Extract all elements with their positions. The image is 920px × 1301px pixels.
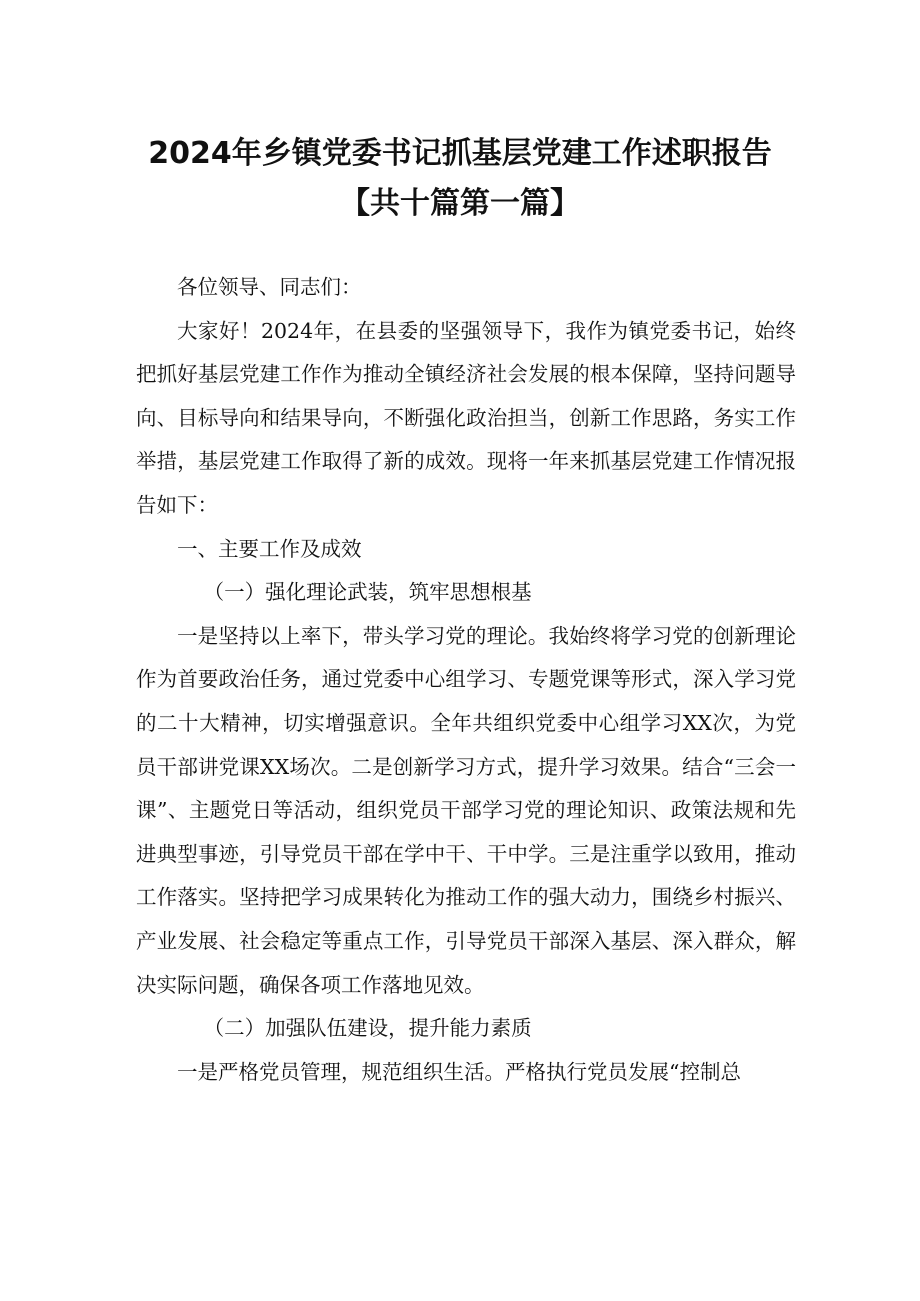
paragraph-theory: 一是坚持以上率下，带头学习党的理论。我始终将学习党的创新理论作为首要政治任务，通过党委中心组学习、专题党课等形式，深入学习党的二十大精神，切实增强意识。全年共组织党委中心组学习XX次，为党员干部讲党课XX场次。二是创新学习方式，提升学习效果。结合“三会一课”、主题党日等活动，组织党员干部学习党的理论知识、政策法规和先进典型事迹，引导党员干部在学中干、干中学。三是注重学以致用，推动工作落实。坚持把学习成果转化为推动工作的强大动力，围绕乡村振兴、产业发展、社会稳定等重点工作，引导党员干部深入基层、深入群众，解决实际问题，确保各项工作落地见效。 [136, 623, 796, 997]
subsection-heading-2: （二）加强队伍建设，提升能力素质 [203, 1016, 532, 1041]
paragraph-intro: 大家好！2024年，在县委的坚强领导下，我作为镇党委书记，始终把抓好基层党建工作作为推动全镇经济社会发展的根本保障，坚持问题导向、目标导向和结果导向，不断强化政治担当，创新工作思路，务实工作举措，基层党建工作取得了新的成效。现将一年来抓基层党建工作情况报告如下： [136, 318, 796, 517]
paragraph-team: 一是严格党员管理，规范组织生活。严格执行党员发展“控制总 [177, 1059, 741, 1084]
document-title: 2024年乡镇党委书记抓基层党建工作述职报告 [148, 136, 772, 171]
document-subtitle: 【共十篇第一篇】 [340, 186, 580, 221]
paragraph-salutation: 各位领导、同志们： [177, 275, 362, 299]
section-heading-1: 一、主要工作及成效 [177, 536, 362, 561]
subsection-heading-1: （一）强化理论武装，筑牢思想根基 [203, 580, 532, 605]
document-body [136, 266, 796, 1094]
